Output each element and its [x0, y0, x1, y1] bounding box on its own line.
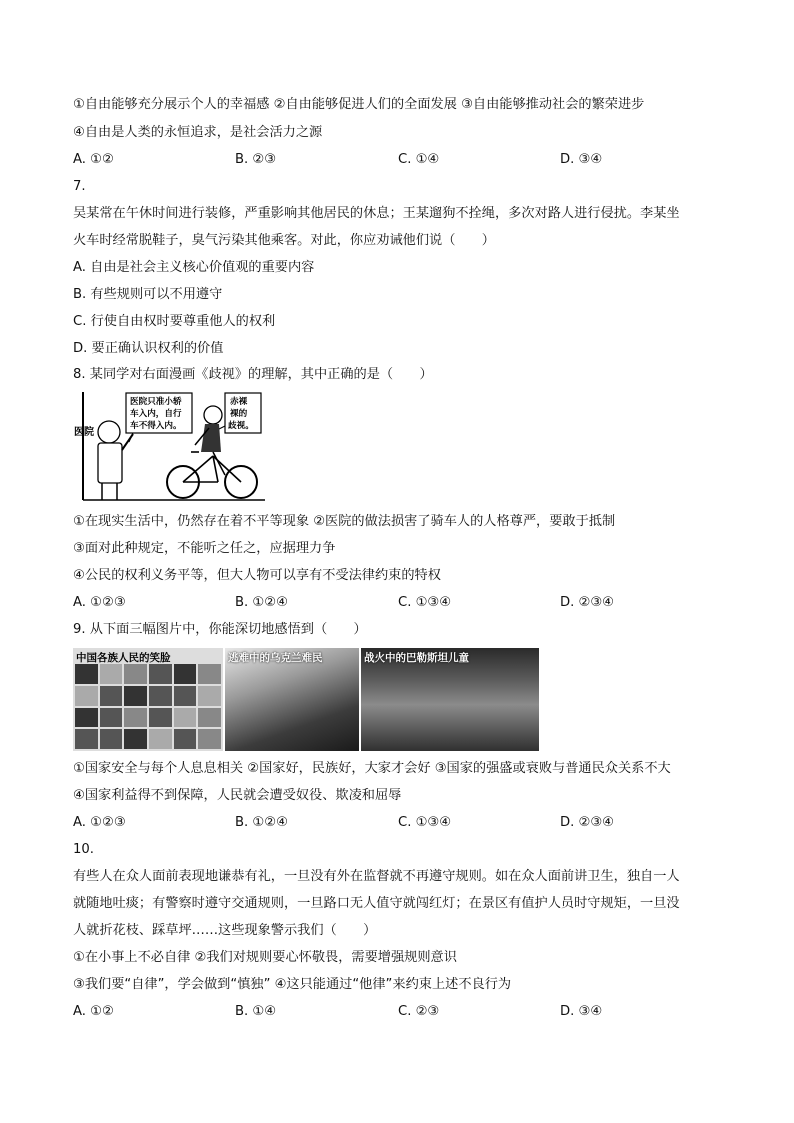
q7-option-a[interactable]: A. 自由是社会主义核心价值观的重要内容	[73, 260, 315, 275]
q7-option-b[interactable]: B. 有些规则可以不用遵守	[73, 287, 223, 302]
q9-statement-2: ④国家利益得不到保障，人民就会遭受奴役、欺凌和屈辱	[73, 788, 402, 803]
photo-grid	[75, 664, 221, 749]
q7-option-d[interactable]: D. 要正确认识权利的价值	[73, 341, 224, 356]
photo-palestinian-child	[361, 648, 539, 751]
speech-right-2: 裸的	[230, 409, 248, 419]
q7-number: 7.	[73, 179, 86, 194]
q10-options	[73, 1003, 733, 1021]
q10-stem-3: 人就折花枝、踩草坪……这些现象警示我们（ ）	[73, 923, 377, 938]
q9-option-d[interactable]: D. ②③④	[560, 815, 615, 830]
q7-stem-2: 火车时经常脱鞋子，臭气污染其他乘客。对此，你应劝诫他们说（ ）	[73, 233, 495, 248]
q7-stem-1: 吴某常在午休时间进行装修，严重影响其他居民的休息；王某遛狗不拴绳，多次对路人进行侵扰。李某坐	[73, 206, 680, 221]
q6-option-b[interactable]: B. ②③	[235, 152, 277, 167]
q10-option-c[interactable]: C. ②③	[398, 1004, 440, 1019]
q8-option-b[interactable]: B. ①②④	[235, 595, 288, 610]
q8-statement-2: ③面对此种规定，不能听之任之，应据理力争	[73, 541, 336, 556]
q8-option-a[interactable]: A. ①②③	[73, 595, 126, 610]
q8-option-d[interactable]: D. ②③④	[560, 595, 615, 610]
photo-caption-2: 逃难中的乌克兰难民	[228, 652, 323, 664]
speech-right-1: 赤裸	[230, 397, 248, 407]
q10-option-b[interactable]: B. ①④	[235, 1004, 277, 1019]
q10-stem-2: 就随地吐痰；有警察时遵守交通规则，一旦路口无人值守就闯红灯；在景区有值护人员时守规矩，一旦没	[73, 896, 680, 911]
q9-statement-1: ①国家安全与每个人息息相关 ②国家好，民族好，大家才会好 ③国家的强盛或衰败与普通民众关系不大	[73, 761, 671, 776]
q6-option-c[interactable]: C. ①④	[398, 152, 440, 167]
q6-statement-2: ④自由是人类的永恒追求，是社会活力之源	[73, 125, 323, 140]
q10-stem-1: 有些人在众人面前表现地谦恭有礼，一旦没有外在监督就不再遵守规则。如在众人面前讲卫生，独自一人	[73, 869, 680, 884]
discrimination-cartoon	[73, 390, 268, 502]
q8-options	[73, 594, 733, 612]
q6-option-a[interactable]: A. ①②	[73, 152, 114, 167]
speech-left-1: 医院只准小轿	[130, 397, 182, 407]
photo-caption-3: 战火中的巴勒斯坦儿童	[364, 652, 469, 664]
hospital-sign-1: 医院	[74, 427, 94, 438]
q10-statement-2: ③我们要“自律”，学会做到“慎独” ④这只能通过“他律”来约束上述不良行为	[73, 977, 512, 992]
photo-smiling-faces	[73, 648, 223, 751]
q8-stem: 8. 某同学对右面漫画《歧视》的理解，其中正确的是（ ）	[73, 367, 433, 382]
q9-option-c[interactable]: C. ①③④	[398, 815, 452, 830]
q6-option-d[interactable]: D. ③④	[560, 152, 603, 167]
speech-left-2: 车入内，自行	[130, 409, 182, 419]
photo-caption-1: 中国各族人民的笑脸	[76, 652, 171, 664]
q8-statement-1: ①在现实生活中，仍然存在着不平等现象 ②医院的做法损害了骑车人的人格尊严，要敢于抵制	[73, 514, 616, 529]
q9-option-a[interactable]: A. ①②③	[73, 815, 126, 830]
speech-left-3: 车不得入内。	[130, 421, 182, 431]
q6-options	[73, 151, 733, 169]
q10-statement-1: ①在小事上不必自律 ②我们对规则要心怀敬畏，需要增强规则意识	[73, 950, 457, 965]
q6-statement-1: ①自由能够充分展示个人的幸福感 ②自由能够促进人们的全面发展 ③自由能够推动社会的繁荣进步	[73, 97, 645, 112]
q10-option-a[interactable]: A. ①②	[73, 1004, 114, 1019]
q10-option-d[interactable]: D. ③④	[560, 1004, 603, 1019]
q9-options	[73, 814, 733, 832]
q9-option-b[interactable]: B. ①②④	[235, 815, 288, 830]
photo-ukrainian-refugees	[225, 648, 359, 751]
q7-option-c[interactable]: C. 行使自由权时要尊重他人的权利	[73, 314, 276, 329]
q10-number: 10.	[73, 842, 94, 857]
q8-option-c[interactable]: C. ①③④	[398, 595, 452, 610]
q8-statement-3: ④公民的权利义务平等，但大人物可以享有不受法律约束的特权	[73, 568, 441, 583]
speech-right-3: 歧视。	[228, 421, 254, 431]
q9-stem: 9. 从下面三幅图片中，你能深切地感悟到（ ）	[73, 622, 367, 637]
